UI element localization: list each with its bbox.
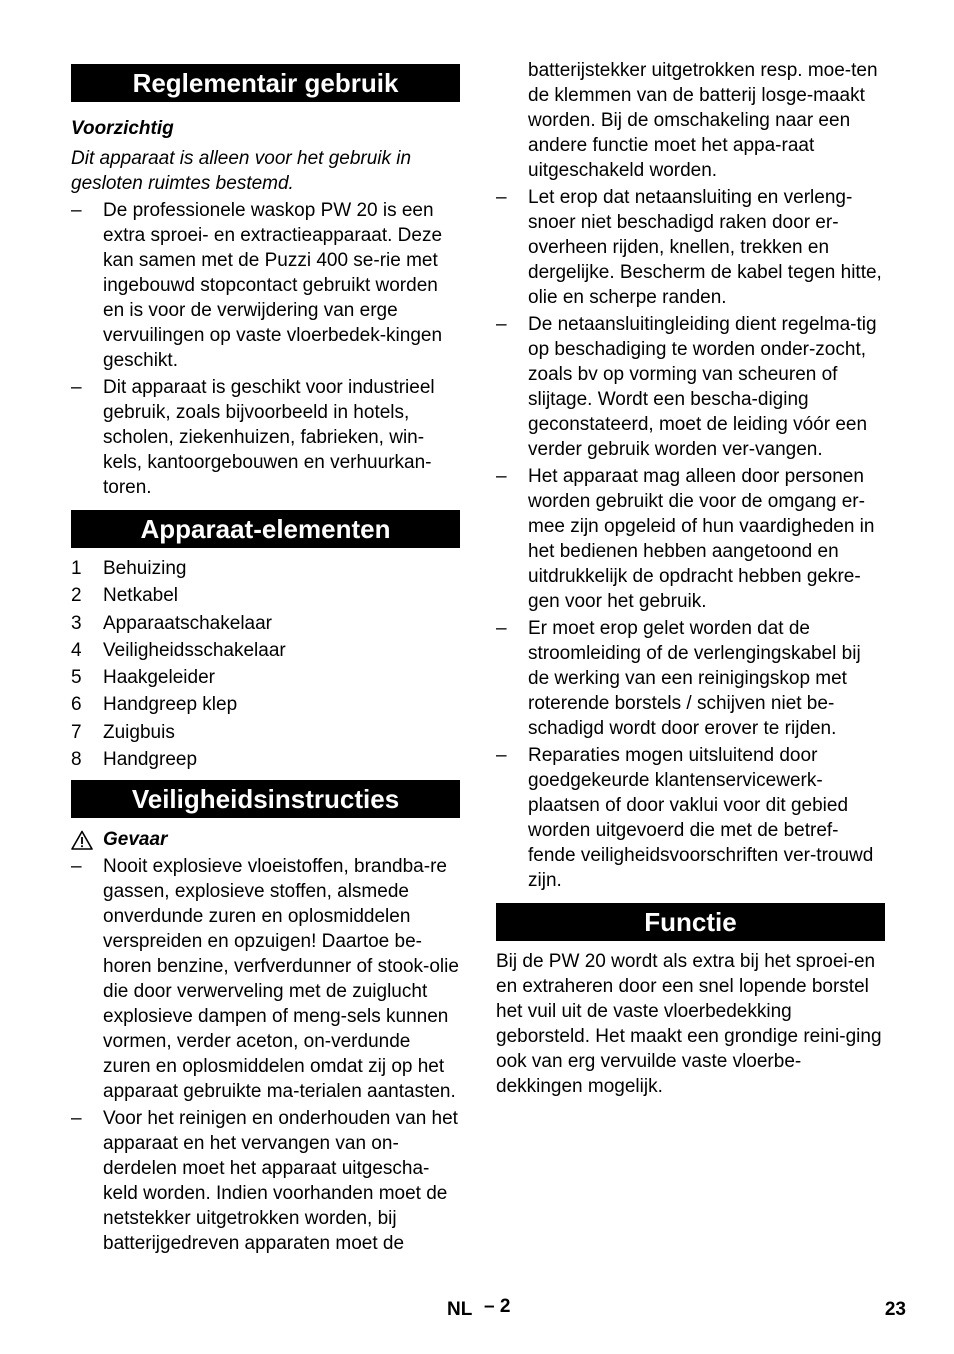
dash-mark: – bbox=[71, 856, 82, 878]
item-number: 7 bbox=[71, 721, 82, 743]
item-label: Zuigbuis bbox=[103, 721, 175, 743]
footer-page-number: 23 bbox=[884, 1299, 906, 1320]
list-item bbox=[71, 198, 460, 373]
item-label: Haakgeleider bbox=[103, 667, 215, 689]
list-item-text: Voor het reinigen en onderhouden van het apparaat en het vervangen van on-derdelen moet het apparaat uitgescha-keld worden. Indien voorhanden moet de netstekker uitgetrokken worden, bij batterijgedreven apparaten moet de bbox=[103, 1108, 458, 1255]
list-item bbox=[71, 665, 460, 692]
item-number: 1 bbox=[71, 558, 82, 579]
dash-mark: – bbox=[496, 618, 507, 639]
caution-label: Voorzichtig bbox=[71, 118, 174, 139]
list-item bbox=[71, 375, 460, 500]
list-item bbox=[71, 692, 460, 719]
heading-reglementair-gebruik: Reglementair gebruik bbox=[71, 64, 460, 102]
list-item-text: Er moet erop gelet worden dat de stroomleiding of de verlengingskabel bij de werking van een reinigingskop met roterende borstels / schijven niet be-schadigd wordt door erover te rijden. bbox=[528, 618, 861, 739]
item-number: 8 bbox=[71, 749, 82, 771]
list-item-text: De professionele waskop PW 20 is een extra sproei- en extractieapparaat. Deze kan samen met de Puzzi 400 se-rie met ingebouwd stopcontact gebruikt worden en is voor de verwijdering van erge vervuilingen op vaste vloerbedek-kingen geschikt. bbox=[103, 200, 443, 371]
list-item bbox=[71, 583, 460, 610]
heading-functie: Functie bbox=[496, 903, 885, 941]
footer-section-page: – 2 bbox=[484, 1296, 511, 1317]
dash-mark: – bbox=[71, 377, 82, 398]
item-label: Handgreep klep bbox=[103, 694, 238, 716]
list-item-text: Het apparaat mag alleen door personen worden gebruikt die voor de omgang er-mee zijn opgeleid of hun vaardigheden in het bedienen hebben aangetoond en uitdrukkelijk de opdracht hebben gekre-gen voor het gebruik. bbox=[528, 466, 875, 612]
list-item bbox=[496, 743, 885, 893]
dash-mark: – bbox=[496, 466, 507, 487]
list-item bbox=[71, 854, 460, 1104]
item-label: Behuizing bbox=[103, 558, 187, 579]
dash-mark: – bbox=[71, 200, 82, 221]
left-column bbox=[71, 0, 460, 1256]
functie-paragraph: Bij de PW 20 wordt als extra bij het sproei-en en extraheren door een snel lopende borstel het vuil uit de vaste vloerbedekking geborsteld. Het maakt een grondige reini-ging ook van erg vervuilde vaste vloerbe-dekkingen mogelijk. bbox=[496, 951, 882, 1097]
list-item-text: Dit apparaat is geschikt voor industrieel gebruik, zoals bijvoorbeeld in hotels, scholen, ziekenhuizen, fabrieken, win-kels, kantoorgebouwen en verhuurkan-toren. bbox=[103, 377, 435, 498]
dash-mark: – bbox=[496, 314, 507, 335]
item-number: 5 bbox=[71, 667, 82, 689]
list-item bbox=[496, 185, 885, 310]
item-label: Apparaatschakelaar bbox=[103, 612, 272, 634]
list-item bbox=[496, 464, 885, 614]
heading-veiligheidsinstructies: Veiligheidsinstructies bbox=[71, 780, 460, 818]
footer-language: NL bbox=[447, 1299, 473, 1320]
item-number: 6 bbox=[71, 694, 82, 716]
item-label: Netkabel bbox=[103, 585, 178, 607]
dash-mark: – bbox=[496, 187, 507, 208]
dash-mark: – bbox=[496, 745, 507, 766]
danger-label: Gevaar bbox=[103, 829, 168, 851]
list-item-text: Reparaties mogen uitsluitend door goedgekeurde klantenservicewerk-plaatsen of door vaklui voor dit gebied worden uitgevoerd die met de betref-fende veiligheidsvoorschriften ver-trouwd zijn. bbox=[528, 745, 874, 891]
list-item bbox=[71, 720, 460, 747]
list-item-text: Nooit explosieve vloeistoffen, brandba-re gassen, explosieve stoffen, alsmede onverdunde zuren en oplosmiddelen verspreiden en opzuigen! Daartoe be-horen benzine, verfverdunner of stook-olie die door verwerveling met de zuiglucht explosieve dampen of meng-sels kunnen vormen, verder aceton, on-verdunde zuren en oplosmiddelen omdat zij op het apparaat gebruikte ma-terialen aantasten. bbox=[103, 856, 459, 1103]
warning-triangle-icon bbox=[71, 830, 93, 850]
item-number: 2 bbox=[71, 585, 82, 607]
list-item-text: Let erop dat netaansluiting en verleng-snoer niet beschadigd raken door er-overheen rijden, knellen, trekken en dergelijke. Bescherm de kabel tegen hitte, olie en scherpe randen. bbox=[528, 187, 882, 308]
list-item bbox=[71, 747, 460, 774]
item-number: 4 bbox=[71, 639, 82, 661]
list-item-text: batterijstekker uitgetrokken resp. moe-ten de klemmen van de batterij losge-maakt worden. Bij de omschakeling naar een andere functie moet het appa-raat uitgeschakeld worden. bbox=[528, 60, 878, 181]
list-item-continuation bbox=[496, 58, 885, 183]
caution-text: Dit apparaat is alleen voor het gebruik in gesloten ruimtes bestemd. bbox=[71, 148, 412, 194]
item-label: Veiligheidsschakelaar bbox=[103, 639, 286, 661]
item-number: 3 bbox=[71, 612, 82, 634]
list-item bbox=[71, 556, 460, 583]
danger-row bbox=[71, 827, 460, 852]
heading-apparaat-elementen: Apparaat-elementen bbox=[71, 510, 460, 548]
item-label: Handgreep bbox=[103, 749, 198, 771]
list-item-text: De netaansluitingleiding dient regelma-tig op beschadiging te worden onder-zocht, zoals bv op vorming van scheuren of slijtage. Wordt een bescha-diging geconstateerd, moet de leiding vóór een verder gebruik worden ver-vangen. bbox=[528, 314, 877, 460]
list-item bbox=[71, 1106, 460, 1256]
list-item bbox=[496, 616, 885, 741]
list-item bbox=[496, 312, 885, 462]
list-item bbox=[71, 638, 460, 665]
list-item bbox=[71, 611, 460, 638]
right-column bbox=[496, 0, 885, 1099]
dash-mark: – bbox=[71, 1108, 82, 1130]
